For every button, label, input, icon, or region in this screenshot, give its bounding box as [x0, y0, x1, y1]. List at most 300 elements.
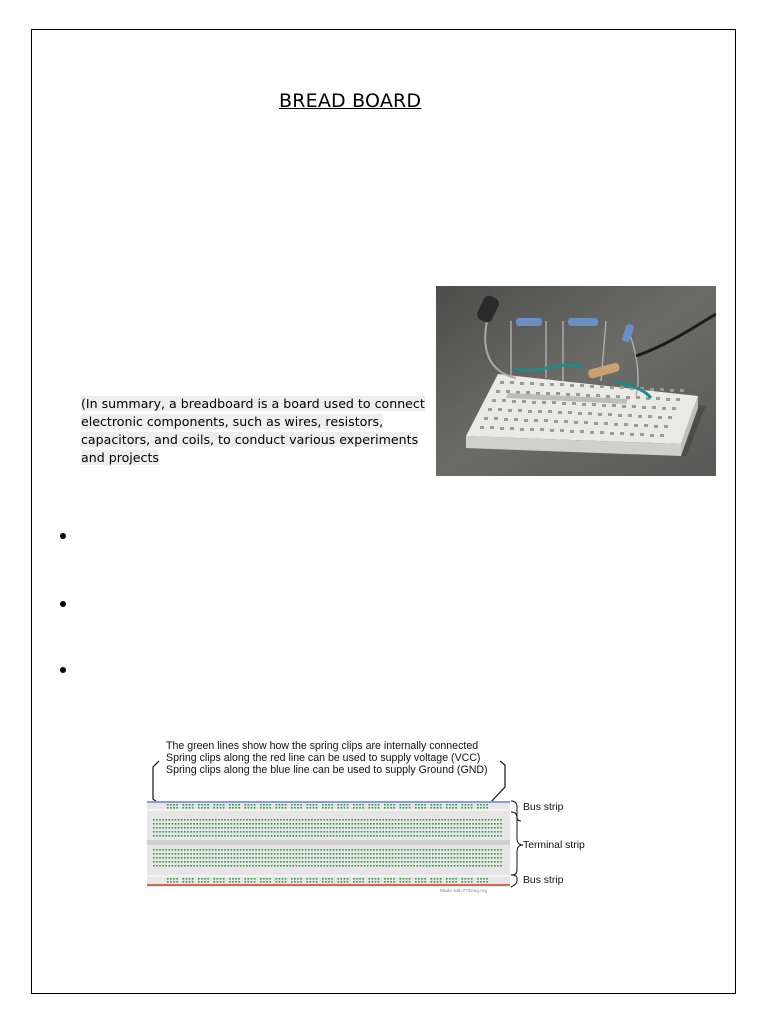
clip-hole [460, 823, 462, 825]
clip-hole [480, 804, 482, 806]
clip-hole [469, 819, 471, 821]
clip-hole [448, 831, 450, 833]
clip-hole [375, 878, 377, 880]
clip-hole [370, 823, 372, 825]
clip-hole [373, 835, 375, 837]
clip-hole [370, 827, 372, 829]
clip-hole [451, 827, 453, 829]
clip-hole [276, 807, 278, 809]
clip-hole [265, 835, 267, 837]
clip-hole [358, 857, 360, 859]
clip-hole [162, 865, 164, 867]
clip-hole [486, 804, 488, 806]
clip-hole [271, 853, 273, 855]
clip-hole [169, 865, 171, 867]
clip-hole [330, 865, 332, 867]
clip-hole [276, 878, 278, 880]
clip-hole [403, 878, 405, 880]
clip-hole [196, 849, 198, 851]
clip-hole [175, 835, 177, 837]
clip-hole [159, 827, 161, 829]
clip-hole [308, 857, 310, 859]
clip-hole [314, 865, 316, 867]
clip-hole [215, 857, 217, 859]
clip-hole [446, 804, 448, 806]
clip-hole [198, 804, 200, 806]
clip-hole [424, 807, 426, 809]
clip-hole [393, 807, 395, 809]
clip-hole [441, 849, 443, 851]
clip-hole [339, 857, 341, 859]
clip-hole [452, 807, 454, 809]
clip-hole [395, 861, 397, 863]
clip-hole [367, 865, 369, 867]
clip-hole [224, 853, 226, 855]
clip-hole [376, 827, 378, 829]
clip-hole [384, 804, 386, 806]
clip-hole [237, 849, 239, 851]
clip-hole [206, 857, 208, 859]
clip-hole [401, 827, 403, 829]
clip-hole [485, 865, 487, 867]
clip-hole [240, 823, 242, 825]
clip-hole [457, 849, 459, 851]
clip-hole [483, 807, 485, 809]
clip-hole [193, 857, 195, 859]
clip-hole [246, 823, 248, 825]
clip-hole [347, 878, 349, 880]
clip-hole [234, 827, 236, 829]
clip-hole [204, 878, 206, 880]
clip-hole [460, 857, 462, 859]
clip-hole [300, 807, 302, 809]
clip-hole [258, 861, 260, 863]
brace-terminal [511, 812, 523, 875]
clip-hole [328, 807, 330, 809]
clip-hole [196, 857, 198, 859]
fritzing-credit: Made with Fritzing.org [440, 889, 488, 894]
clip-hole [345, 849, 347, 851]
clip-hole [215, 819, 217, 821]
clip-hole [338, 804, 340, 806]
clip-hole [435, 857, 437, 859]
clip-hole [169, 831, 171, 833]
clip-hole [212, 831, 214, 833]
clip-hole [409, 804, 411, 806]
clip-hole [424, 878, 426, 880]
clip-hole [246, 857, 248, 859]
clip-hole [268, 857, 270, 859]
clip-hole [186, 878, 188, 880]
clip-hole [351, 831, 353, 833]
clip-hole [330, 849, 332, 851]
clip-hole [455, 878, 457, 880]
clip-hole [457, 857, 459, 859]
clip-hole [413, 827, 415, 829]
clip-hole [355, 823, 357, 825]
clip-hole [457, 823, 459, 825]
clip-hole [229, 881, 231, 883]
clip-hole [348, 827, 350, 829]
clip-hole [444, 849, 446, 851]
clip-hole [266, 804, 268, 806]
clip-hole [234, 823, 236, 825]
clip-hole [359, 807, 361, 809]
clip-hole [224, 857, 226, 859]
clip-hole [479, 823, 481, 825]
clip-hole [305, 831, 307, 833]
clip-hole [494, 865, 496, 867]
clip-hole [317, 849, 319, 851]
clip-hole [469, 831, 471, 833]
breadboard-photo-illustration [436, 286, 716, 476]
clip-hole [466, 857, 468, 859]
clip-hole [327, 853, 329, 855]
clip-hole [426, 849, 428, 851]
clip-hole [317, 857, 319, 859]
clip-hole [336, 849, 338, 851]
clip-hole [167, 807, 169, 809]
clip-hole [240, 853, 242, 855]
clip-hole [300, 881, 302, 883]
clip-hole [187, 823, 189, 825]
clip-hole [362, 881, 364, 883]
clip-hole [451, 849, 453, 851]
clip-hole [240, 861, 242, 863]
clip-hole [351, 827, 353, 829]
clip-hole [175, 865, 177, 867]
clip-hole [196, 835, 198, 837]
clip-hole [322, 807, 324, 809]
clip-hole [471, 804, 473, 806]
clip-hole [330, 853, 332, 855]
clip-hole [333, 835, 335, 837]
clip-hole [426, 819, 428, 821]
clip-hole [376, 849, 378, 851]
clip-hole [255, 831, 257, 833]
clip-hole [159, 823, 161, 825]
clip-hole [390, 807, 392, 809]
clip-hole [446, 878, 448, 880]
clip-hole [206, 853, 208, 855]
clip-hole [176, 807, 178, 809]
clip-hole [479, 819, 481, 821]
clip-hole [268, 865, 270, 867]
diagram-caption-line: Spring clips along the blue line can be used to supply Ground (GND) [166, 764, 488, 776]
clip-hole [410, 849, 412, 851]
clip-hole [159, 865, 161, 867]
clip-hole [369, 807, 371, 809]
clip-hole [472, 865, 474, 867]
breadboard-photo [436, 286, 716, 476]
clip-hole [355, 857, 357, 859]
clip-hole [471, 881, 473, 883]
clip-hole [429, 823, 431, 825]
clip-hole [440, 881, 442, 883]
clip-hole [373, 827, 375, 829]
clip-hole [201, 881, 203, 883]
clip-hole [361, 849, 363, 851]
clip-hole [240, 819, 242, 821]
clip-hole [269, 804, 271, 806]
clip-hole [339, 865, 341, 867]
clip-hole [234, 857, 236, 859]
clip-hole [472, 861, 474, 863]
clip-hole [175, 857, 177, 859]
clip-hole [251, 804, 253, 806]
clip-hole [333, 849, 335, 851]
clip-hole [181, 835, 183, 837]
clip-hole [181, 861, 183, 863]
clip-hole [215, 865, 217, 867]
clip-hole [322, 804, 324, 806]
clip-hole [282, 881, 284, 883]
clip-hole [438, 819, 440, 821]
clip-hole [317, 865, 319, 867]
clip-hole [277, 827, 279, 829]
clip-hole [248, 881, 250, 883]
page-title: BREAD BOARD [279, 90, 422, 112]
clip-hole [413, 853, 415, 855]
clip-hole [472, 853, 474, 855]
clip-hole [355, 853, 357, 855]
clip-hole [327, 849, 329, 851]
clip-hole [333, 865, 335, 867]
clip-hole [446, 881, 448, 883]
clip-hole [237, 857, 239, 859]
clip-hole [410, 861, 412, 863]
clip-hole [345, 865, 347, 867]
clip-hole [358, 865, 360, 867]
clip-hole [491, 853, 493, 855]
clip-hole [215, 823, 217, 825]
clip-hole [465, 807, 467, 809]
clip-hole [196, 827, 198, 829]
clip-hole [389, 865, 391, 867]
clip-hole [376, 861, 378, 863]
clip-hole [175, 849, 177, 851]
clip-hole [348, 865, 350, 867]
clip-hole [249, 831, 251, 833]
clip-hole [280, 861, 282, 863]
clip-hole [169, 853, 171, 855]
clip-hole [258, 865, 260, 867]
clip-hole [221, 865, 223, 867]
clip-hole [269, 878, 271, 880]
clip-hole [289, 853, 291, 855]
clip-hole [331, 881, 333, 883]
clip-hole [457, 819, 459, 821]
clip-hole [186, 804, 188, 806]
clip-hole [206, 865, 208, 867]
clip-hole [227, 823, 229, 825]
clip-hole [192, 804, 194, 806]
clip-hole [331, 804, 333, 806]
clip-hole [193, 827, 195, 829]
clip-hole [417, 861, 419, 863]
clip-hole [262, 835, 264, 837]
clip-hole [486, 878, 488, 880]
clip-hole [165, 857, 167, 859]
clip-hole [451, 831, 453, 833]
clip-hole [472, 835, 474, 837]
clip-hole [234, 835, 236, 837]
clip-hole [262, 819, 264, 821]
clip-hole [330, 819, 332, 821]
clip-hole [209, 849, 211, 851]
clip-hole [500, 819, 502, 821]
terminal-strip-label: Terminal strip [523, 840, 585, 851]
clip-hole [494, 861, 496, 863]
clip-hole [457, 853, 459, 855]
clip-hole [165, 827, 167, 829]
clip-hole [308, 831, 310, 833]
clip-hole [362, 807, 364, 809]
clip-hole [410, 819, 412, 821]
clip-hole [333, 853, 335, 855]
clip-hole [477, 881, 479, 883]
clip-hole [410, 865, 412, 867]
clip-hole [333, 857, 335, 859]
clip-hole [246, 865, 248, 867]
clip-hole [289, 857, 291, 859]
clip-hole [265, 827, 267, 829]
clip-hole [423, 835, 425, 837]
clip-hole [212, 823, 214, 825]
clip-hole [246, 853, 248, 855]
clip-hole [212, 857, 214, 859]
clip-hole [463, 857, 465, 859]
clip-hole [336, 865, 338, 867]
clip-hole [172, 865, 174, 867]
clip-hole [286, 819, 288, 821]
clip-hole [269, 881, 271, 883]
clip-hole [258, 835, 260, 837]
clip-hole [444, 865, 446, 867]
clip-hole [305, 835, 307, 837]
clip-hole [262, 849, 264, 851]
clip-hole [410, 823, 412, 825]
clip-hole [472, 849, 474, 851]
clip-hole [324, 831, 326, 833]
clip-hole [389, 823, 391, 825]
clip-hole [289, 849, 291, 851]
clip-hole [271, 827, 273, 829]
clip-hole [437, 878, 439, 880]
clip-hole [214, 881, 216, 883]
clip-hole [184, 857, 186, 859]
clip-hole [463, 827, 465, 829]
clip-hole [333, 827, 335, 829]
clip-hole [426, 865, 428, 867]
clip-hole [469, 835, 471, 837]
clip-hole [297, 804, 299, 806]
clip-hole [293, 857, 295, 859]
clip-hole [190, 865, 192, 867]
clip-hole [472, 823, 474, 825]
clip-hole [246, 835, 248, 837]
clip-hole [218, 849, 220, 851]
clip-hole [494, 827, 496, 829]
clip-hole [488, 831, 490, 833]
clip-hole [409, 881, 411, 883]
clip-hole [184, 853, 186, 855]
clip-hole [201, 878, 203, 880]
clip-hole [479, 849, 481, 851]
clip-hole [234, 853, 236, 855]
clip-hole [156, 819, 158, 821]
clip-hole [220, 878, 222, 880]
clip-hole [227, 853, 229, 855]
clip-hole [322, 881, 324, 883]
clip-hole [262, 861, 264, 863]
clip-hole [466, 853, 468, 855]
clip-hole [291, 881, 293, 883]
brace-bus-bottom [511, 875, 517, 887]
clip-hole [333, 831, 335, 833]
clip-hole [293, 853, 295, 855]
clip-hole [299, 827, 301, 829]
clip-hole [234, 819, 236, 821]
clip-hole [409, 807, 411, 809]
clip-hole [324, 865, 326, 867]
clip-hole [330, 827, 332, 829]
clip-hole [285, 807, 287, 809]
clip-hole [252, 861, 254, 863]
clip-hole [232, 807, 234, 809]
clip-hole [455, 804, 457, 806]
clip-hole [207, 881, 209, 883]
clip-hole [311, 865, 313, 867]
clip-hole [376, 853, 378, 855]
clip-hole [221, 835, 223, 837]
clip-hole [401, 861, 403, 863]
clip-hole [327, 861, 329, 863]
clip-hole [386, 827, 388, 829]
clip-hole [252, 865, 254, 867]
clip-hole [172, 853, 174, 855]
clip-hole [320, 865, 322, 867]
clip-hole [387, 881, 389, 883]
clip-hole [190, 827, 192, 829]
clip-hole [320, 849, 322, 851]
clip-hole [420, 865, 422, 867]
clip-hole [361, 865, 363, 867]
clip-hole [491, 857, 493, 859]
clip-hole [463, 823, 465, 825]
clip-hole [437, 804, 439, 806]
clip-hole [351, 857, 353, 859]
clip-hole [434, 807, 436, 809]
clip-hole [483, 878, 485, 880]
clip-hole [162, 827, 164, 829]
clip-hole [243, 853, 245, 855]
clip-hole [407, 827, 409, 829]
clip-hole [460, 831, 462, 833]
clip-hole [328, 804, 330, 806]
clip-hole [379, 823, 381, 825]
clip-hole [255, 853, 257, 855]
clip-hole [379, 853, 381, 855]
clip-hole [165, 849, 167, 851]
clip-hole [308, 835, 310, 837]
clip-hole [317, 853, 319, 855]
clip-hole [469, 865, 471, 867]
clip-hole [362, 804, 364, 806]
clip-hole [386, 849, 388, 851]
clip-hole [293, 831, 295, 833]
clip-hole [291, 804, 293, 806]
